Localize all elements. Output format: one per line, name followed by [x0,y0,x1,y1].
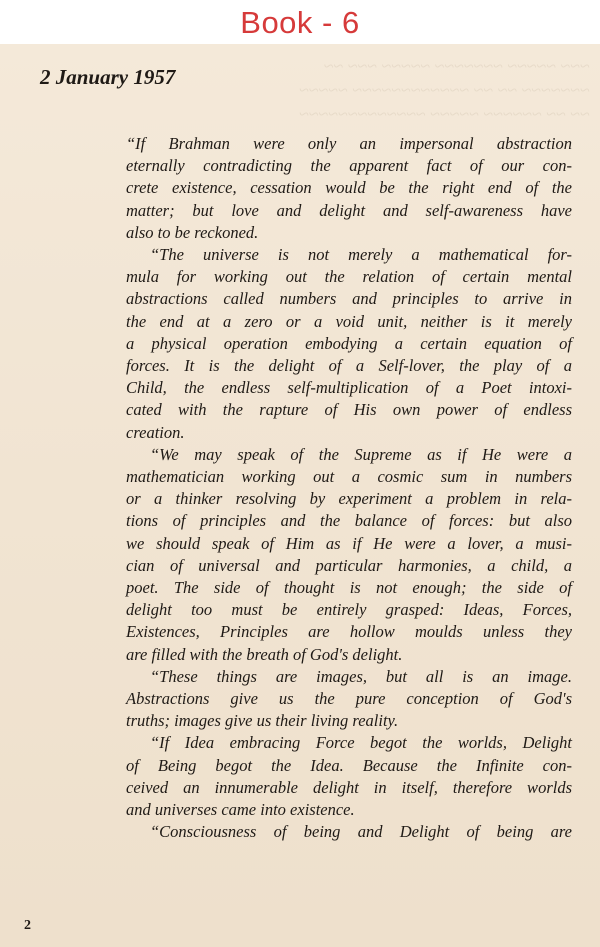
text-line: or a thinker resolving by experiment a problem in rela- [126,489,572,509]
book-label-banner [0,0,600,44]
entry-date-heading: 2 January 1957 [40,65,176,89]
text-line: “These things are images, but all is an image. [150,666,572,686]
text-line: poet. The side of thought is not enough; the side of [126,578,572,598]
text-line: the end at a zero or a void unit, neither is it merely [126,311,572,331]
text-line: matter; but love and delight and self-awareness have [126,200,572,220]
text-line: Abstractions give us the pure conception of God's [126,689,572,709]
text-line: also to be reckoned. [126,222,259,242]
text-line: eternally contradicting the apparent fact of our con- [126,156,572,176]
text-line: we should speak of Him as if He were a lover, a musi- [126,533,572,553]
text-line: “If Idea embracing Force begot the worlds, Delight [150,733,572,753]
page-number: 2 [24,918,31,933]
text-line: tions of principles and the balance of forces: but also [126,511,572,531]
text-line: mathematician working out a cosmic sum in numbers [126,467,572,487]
text-line: and universes came into existence. [126,800,355,820]
text-line: Existences, Principles are hollow moulds unless they [126,622,572,642]
text-line: creation. [126,422,185,442]
text-line: Child, the endless self-multiplication of a Poet intoxi- [126,378,572,398]
quotation-text [126,133,572,844]
text-line: abstractions called numbers and principles to arrive in [126,289,572,309]
text-line: “If Brahman were only an impersonal abstraction [126,134,572,153]
text-line: cated with the rapture of His own power of endless [126,400,572,420]
text-line: truths; images give us their living reality. [126,711,399,731]
text-line: “Consciousness of being and Delight of being are [150,822,572,842]
text-line: mula for working out the relation of certain mental [126,267,572,287]
text-line: delight too must be entirely grasped: Ideas, Forces, [126,600,572,620]
book-page [0,44,600,947]
text-line: cian of universal and particular harmonies, a child, a [126,555,572,575]
text-line: are filled with the breath of God's delight. [126,644,403,664]
text-line: a physical operation embodying a certain equation of [126,333,572,353]
text-line: “We may speak of the Supreme as if He were a [150,444,572,464]
book-label: Book - 6 [240,5,360,40]
text-line: crete existence, cessation would be the right end of the [126,178,572,198]
show-through-texture: ~~~ ~~~~~ ~~~~~~~ ~~~~~ ~~~ ~~ ~~~~~~~ ~~ ~~ ~~~~~~~~~~~~ ~~~~~ ~~ ~~ ~~~~~~ ~~~~~ ~~~~~~~~~~~~~ [299,56,590,124]
text-line: ceived an innumerable delight in itself, therefore worlds [126,777,572,797]
text-line: “The universe is not merely a mathematical for- [150,245,572,265]
text-line: of Being begot the Idea. Because the Infinite con- [126,755,572,775]
text-line: forces. It is the delight of a Self-lover, the play of a [126,356,572,376]
